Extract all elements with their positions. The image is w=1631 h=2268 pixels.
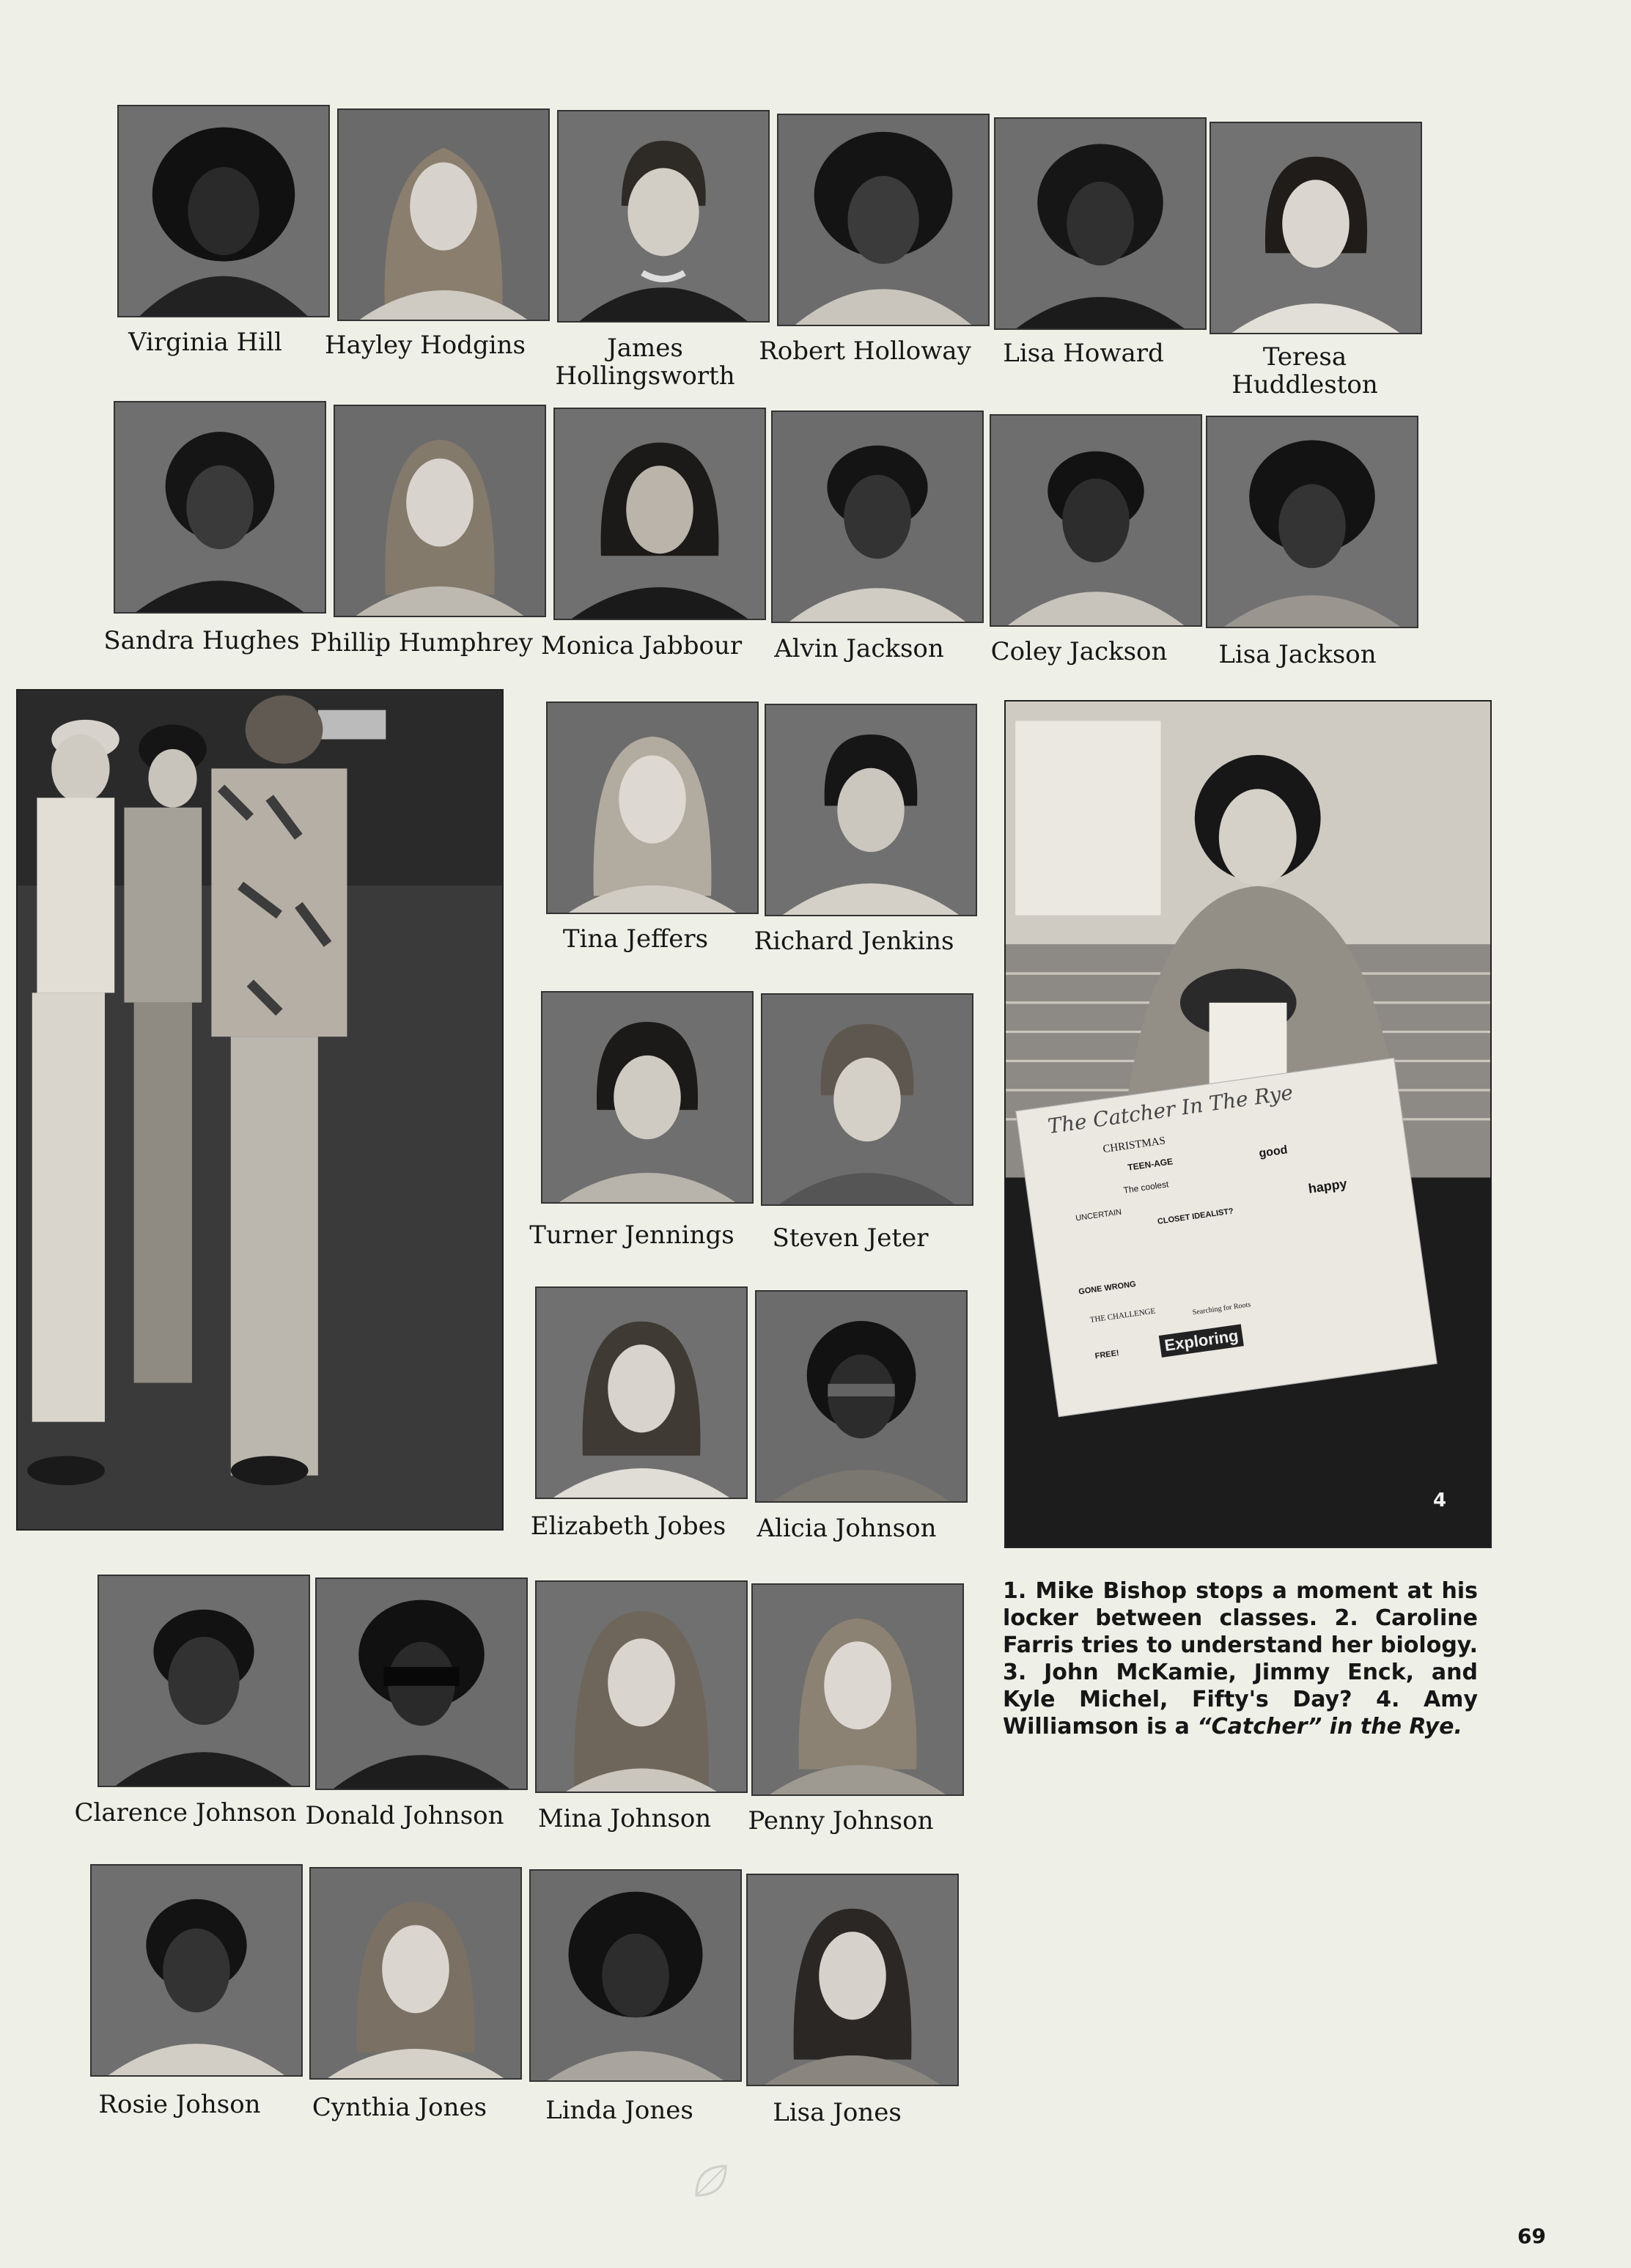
- caption-text: 1. Mike Bishop stops a moment at his locker between classes. 2. Caroline Farris tries to understand her biology. 3. John McKamie, Jimmy Enck, and Kyle Michel, Fifty's Day? 4. Amy Williamson is a: [1003, 1578, 1478, 1739]
- portrait-donald-johnson: [315, 1577, 528, 1790]
- leaf-emblem-icon: [689, 2159, 733, 2203]
- student-name: Clarence Johnson: [74, 1798, 297, 1827]
- portrait-lisa-jackson: [1206, 416, 1418, 628]
- portrait-alicia-johnson: [755, 1290, 968, 1503]
- portrait-turner-jennings: [541, 991, 754, 1204]
- poster-word: happy: [1307, 1176, 1348, 1196]
- portrait-cynthia-jones: [309, 1867, 522, 2080]
- portrait-james-hollingsworth: [557, 110, 770, 323]
- portrait-tina-jeffers: [546, 702, 759, 914]
- portrait-richard-jenkins: [765, 704, 977, 916]
- portrait-elizabeth-jobes: [535, 1286, 748, 1499]
- portrait-steven-jeter: [761, 993, 973, 1206]
- portrait-linda-jones: [529, 1869, 742, 2082]
- student-name: Mina Johnson: [537, 1804, 712, 1833]
- student-name: Alvin Jackson: [774, 634, 944, 663]
- student-name: Hayley Hodgins: [324, 331, 526, 360]
- student-name: Sandra Hughes: [103, 626, 300, 655]
- student-name: Turner Jennings: [529, 1220, 734, 1250]
- student-name: Donald Johnson: [305, 1801, 504, 1830]
- student-name: Tina Jeffers: [562, 924, 709, 954]
- student-name: Penny Johnson: [748, 1806, 934, 1836]
- poster-word: CHRISTMAS: [1102, 1135, 1166, 1156]
- poster-word: THE CHALLENGE: [1089, 1306, 1156, 1325]
- portrait-phillip-humphrey: [334, 405, 546, 617]
- student-name: Alicia Johnson: [756, 1514, 937, 1543]
- portrait-alvin-jackson: [771, 410, 984, 623]
- poster-word: The coolest: [1122, 1179, 1170, 1196]
- student-name: Coley Jackson: [990, 637, 1168, 666]
- poster-word: UNCERTAIN: [1075, 1207, 1122, 1223]
- poster-word: Exploring: [1159, 1324, 1245, 1357]
- portrait-lisa-jones: [746, 1874, 959, 2086]
- poster-title: The Catcher In The Rye: [1046, 1080, 1295, 1139]
- student-name: James Hollingsworth: [555, 334, 735, 391]
- student-name: Richard Jenkins: [754, 927, 954, 956]
- student-name: Lisa Howard: [1003, 339, 1164, 368]
- student-name: Linda Jones: [545, 2096, 693, 2125]
- student-name: Rosie Johson: [98, 2090, 261, 2119]
- student-name: Lisa Jackson: [1218, 640, 1377, 669]
- photo-number: 4: [1433, 1490, 1447, 1512]
- poster-word: FREE!: [1094, 1348, 1120, 1361]
- candid-photo-students-hallway: [16, 689, 504, 1531]
- poster-word: TEEN-AGE: [1127, 1156, 1174, 1173]
- student-name: Steven Jeter: [772, 1223, 929, 1253]
- student-name: Phillip Humphrey: [310, 628, 533, 658]
- portrait-teresa-huddleston: [1210, 122, 1422, 334]
- poster-word: Searching for Roots: [1192, 1300, 1251, 1317]
- student-name: Elizabeth Jobes: [530, 1512, 726, 1541]
- candid-photo-amy-williamson: [1004, 700, 1492, 1548]
- portrait-mina-johnson: [535, 1580, 748, 1793]
- portrait-hayley-hodgins: [337, 108, 550, 321]
- portrait-lisa-howard: [994, 117, 1207, 330]
- caption-italic-text: “Catcher” in the Rye.: [1197, 1714, 1462, 1739]
- portrait-rosie-johson: [90, 1864, 303, 2077]
- student-name: Lisa Jones: [773, 2098, 902, 2127]
- student-name: Virginia Hill: [128, 328, 282, 357]
- portrait-penny-johnson: [751, 1583, 964, 1796]
- portrait-clarence-johnson: [97, 1575, 310, 1787]
- student-name: Teresa Huddleston: [1231, 342, 1378, 400]
- catcher-in-the-rye-poster: [1015, 1058, 1437, 1418]
- photo-caption: [1003, 1577, 1478, 1740]
- portrait-monica-jabbour: [553, 408, 766, 620]
- portrait-virginia-hill: [117, 105, 330, 317]
- poster-word: good: [1258, 1144, 1289, 1160]
- student-name: Robert Holloway: [759, 336, 971, 366]
- poster-word: GONE WRONG: [1078, 1279, 1137, 1297]
- portrait-sandra-hughes: [114, 401, 326, 614]
- portrait-coley-jackson: [990, 414, 1202, 627]
- student-name: Cynthia Jones: [312, 2093, 487, 2122]
- page-number: 69: [1517, 2224, 1546, 2248]
- portrait-robert-holloway: [777, 114, 990, 326]
- student-name: Monica Jabbour: [540, 631, 743, 660]
- poster-word: CLOSET IDEALIST?: [1157, 1207, 1234, 1226]
